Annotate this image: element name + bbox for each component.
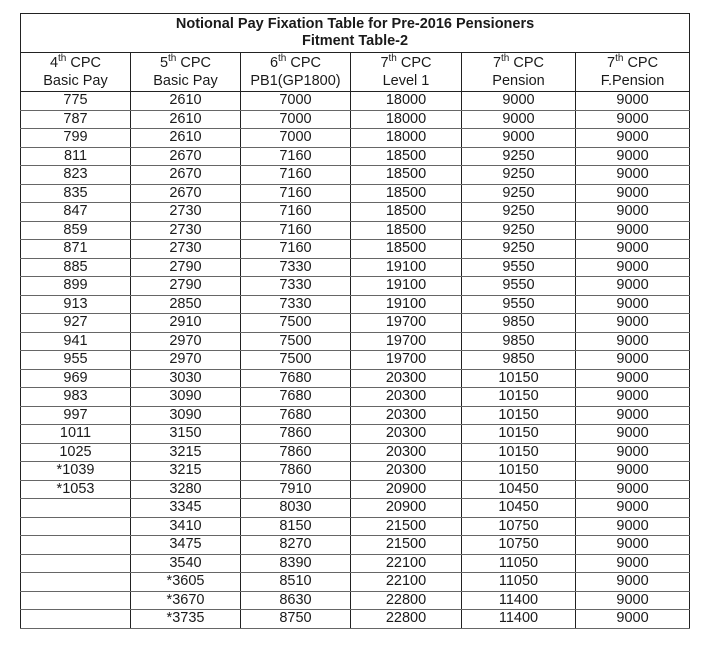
table-cell: 19700 xyxy=(351,332,462,351)
table-row xyxy=(21,92,690,111)
table-cell: 18500 xyxy=(351,166,462,185)
table-cell xyxy=(21,591,131,610)
column-header-label: CPC xyxy=(290,55,322,71)
table-cell: 10450 xyxy=(462,499,576,518)
table-row xyxy=(21,277,690,296)
table-cell: 941 xyxy=(21,332,131,351)
table-cell: 3475 xyxy=(131,536,241,555)
table-cell: 9000 xyxy=(576,443,690,462)
table-cell: 8630 xyxy=(241,591,351,610)
table-cell: 22800 xyxy=(351,610,462,629)
column-header-title xyxy=(576,54,689,72)
table-cell: 7000 xyxy=(241,110,351,129)
column-header-1 xyxy=(21,53,131,92)
table-cell: 18500 xyxy=(351,184,462,203)
table-cell: 10150 xyxy=(462,443,576,462)
column-header-label: CPC xyxy=(400,55,432,71)
column-header-5 xyxy=(462,53,576,92)
table-cell: 8750 xyxy=(241,610,351,629)
table-cell: 7160 xyxy=(241,166,351,185)
column-header-6 xyxy=(576,53,690,92)
column-header-label: CPC xyxy=(513,55,545,71)
table-cell: 9250 xyxy=(462,147,576,166)
table-cell: 8510 xyxy=(241,573,351,592)
table-cell: 9000 xyxy=(576,277,690,296)
table-row xyxy=(21,332,690,351)
table-cell: *3735 xyxy=(131,610,241,629)
table-cell: 7860 xyxy=(241,425,351,444)
table-cell: 20300 xyxy=(351,388,462,407)
table-row xyxy=(21,258,690,277)
table-cell: 1011 xyxy=(21,425,131,444)
column-header-ordinal-suffix: th xyxy=(278,53,287,65)
table-cell: 20300 xyxy=(351,406,462,425)
table-cell: 8270 xyxy=(241,536,351,555)
table-cell: *1053 xyxy=(21,480,131,499)
table-cell: 847 xyxy=(21,203,131,222)
table-cell: 7330 xyxy=(241,277,351,296)
table-cell: 969 xyxy=(21,369,131,388)
table-cell: 8150 xyxy=(241,517,351,536)
column-header-ordinal: 4 xyxy=(49,55,59,71)
table-cell xyxy=(21,499,131,518)
title-row xyxy=(21,14,690,53)
column-header-title xyxy=(131,54,240,72)
table-cell: 9000 xyxy=(576,92,690,111)
table-cell: 9000 xyxy=(576,388,690,407)
table-cell: 11050 xyxy=(462,554,576,573)
table-cell: 2730 xyxy=(131,240,241,259)
table-cell: 20300 xyxy=(351,443,462,462)
table-cell: 9250 xyxy=(462,184,576,203)
table-cell: 9000 xyxy=(462,92,576,111)
table-cell: 18500 xyxy=(351,203,462,222)
table-cell: 21500 xyxy=(351,517,462,536)
table-cell: 2970 xyxy=(131,351,241,370)
table-cell: 2610 xyxy=(131,110,241,129)
table-cell: 913 xyxy=(21,295,131,314)
column-header-ordinal: 6 xyxy=(269,55,279,71)
table-cell: 10450 xyxy=(462,480,576,499)
table-cell: 7160 xyxy=(241,240,351,259)
table-cell: 19100 xyxy=(351,277,462,296)
table-cell: 2670 xyxy=(131,184,241,203)
table-cell: 9000 xyxy=(576,554,690,573)
table-cell: 871 xyxy=(21,240,131,259)
table-cell: 787 xyxy=(21,110,131,129)
table-cell: 2970 xyxy=(131,332,241,351)
table-cell: 10750 xyxy=(462,536,576,555)
table-cell: 9000 xyxy=(576,221,690,240)
table-cell: 21500 xyxy=(351,536,462,555)
table-cell: 19100 xyxy=(351,295,462,314)
table-cell: 2610 xyxy=(131,129,241,148)
table-cell: 20900 xyxy=(351,499,462,518)
table-cell: 7910 xyxy=(241,480,351,499)
table-cell: 10150 xyxy=(462,369,576,388)
table-cell: 20300 xyxy=(351,462,462,481)
table-row xyxy=(21,129,690,148)
table-cell xyxy=(21,554,131,573)
table-cell: 9000 xyxy=(576,517,690,536)
table-cell: 835 xyxy=(21,184,131,203)
table-cell: 7160 xyxy=(241,203,351,222)
table-cell: 2910 xyxy=(131,314,241,333)
table-row xyxy=(21,166,690,185)
table-cell: 7860 xyxy=(241,443,351,462)
table-row xyxy=(21,388,690,407)
table-cell: 10150 xyxy=(462,425,576,444)
table-cell: 9000 xyxy=(576,258,690,277)
table-row xyxy=(21,295,690,314)
table-cell: 9000 xyxy=(576,536,690,555)
table-cell xyxy=(21,573,131,592)
column-header-label: CPC xyxy=(70,55,102,71)
column-header-title xyxy=(21,54,130,72)
table-cell: 20900 xyxy=(351,480,462,499)
table-title xyxy=(21,14,690,53)
table-cell: 885 xyxy=(21,258,131,277)
table-cell: 859 xyxy=(21,221,131,240)
table-cell: 9000 xyxy=(576,240,690,259)
table-cell: 22100 xyxy=(351,573,462,592)
table-cell: 3030 xyxy=(131,369,241,388)
table-cell: 7500 xyxy=(241,351,351,370)
fitment-table-sheet xyxy=(20,13,689,629)
column-header-subtitle: PB1(GP1800) xyxy=(250,73,341,89)
table-cell: 22100 xyxy=(351,554,462,573)
table-row xyxy=(21,443,690,462)
table-cell: 7680 xyxy=(241,388,351,407)
column-header-2 xyxy=(131,53,241,92)
table-cell: 7680 xyxy=(241,406,351,425)
table-cell: 2670 xyxy=(131,166,241,185)
table-row xyxy=(21,517,690,536)
table-row xyxy=(21,406,690,425)
table-cell: 11400 xyxy=(462,610,576,629)
table-cell: 2730 xyxy=(131,203,241,222)
table-cell: 775 xyxy=(21,92,131,111)
table-cell: 7330 xyxy=(241,258,351,277)
table-cell: 8390 xyxy=(241,554,351,573)
table-cell: 9000 xyxy=(576,462,690,481)
table-cell: 22800 xyxy=(351,591,462,610)
table-cell: 7500 xyxy=(241,314,351,333)
table-cell: 10150 xyxy=(462,388,576,407)
table-cell: 9000 xyxy=(462,110,576,129)
table-cell: 2670 xyxy=(131,147,241,166)
table-cell: 11050 xyxy=(462,573,576,592)
column-header-row xyxy=(21,53,690,92)
table-row xyxy=(21,499,690,518)
table-cell: 9000 xyxy=(576,332,690,351)
table-cell: 9000 xyxy=(576,369,690,388)
table-cell: 983 xyxy=(21,388,131,407)
table-row xyxy=(21,536,690,555)
table-cell: 7160 xyxy=(241,184,351,203)
column-header-ordinal-suffix: th xyxy=(388,53,397,65)
table-row xyxy=(21,351,690,370)
table-cell: 2610 xyxy=(131,92,241,111)
table-cell: 18000 xyxy=(351,129,462,148)
table-cell: 3215 xyxy=(131,462,241,481)
table-cell: 20300 xyxy=(351,425,462,444)
table-cell: 9000 xyxy=(576,110,690,129)
table-cell: 9250 xyxy=(462,240,576,259)
table-cell: 9550 xyxy=(462,295,576,314)
table-title-line-2: Fitment Table-2 xyxy=(301,33,409,49)
table-cell: 9000 xyxy=(576,147,690,166)
table-cell: 9000 xyxy=(576,499,690,518)
column-header-title xyxy=(462,54,575,72)
table-row xyxy=(21,554,690,573)
column-header-4 xyxy=(351,53,462,92)
table-cell: 2730 xyxy=(131,221,241,240)
column-header-title xyxy=(351,54,461,72)
table-cell: 19700 xyxy=(351,314,462,333)
column-header-subtitle: Pension xyxy=(492,73,545,89)
table-cell: 18000 xyxy=(351,110,462,129)
column-header-subtitle: Level 1 xyxy=(382,73,430,89)
column-header-subtitle: Basic Pay xyxy=(43,73,108,89)
table-row xyxy=(21,610,690,629)
table-row xyxy=(21,203,690,222)
table-row xyxy=(21,221,690,240)
table-row xyxy=(21,184,690,203)
table-cell: 9550 xyxy=(462,258,576,277)
table-cell: 2850 xyxy=(131,295,241,314)
table-cell: 7000 xyxy=(241,92,351,111)
table-cell: 899 xyxy=(21,277,131,296)
table-cell: 9250 xyxy=(462,221,576,240)
table-cell: 9000 xyxy=(576,166,690,185)
table-cell: 9000 xyxy=(576,591,690,610)
table-cell xyxy=(21,610,131,629)
table-cell: 3540 xyxy=(131,554,241,573)
fitment-table xyxy=(20,13,690,629)
table-cell: 9000 xyxy=(462,129,576,148)
column-header-ordinal-suffix: th xyxy=(168,53,177,65)
table-cell: 7680 xyxy=(241,369,351,388)
table-cell: 823 xyxy=(21,166,131,185)
column-header-subtitle: F.Pension xyxy=(600,73,665,89)
table-cell: 18500 xyxy=(351,147,462,166)
table-cell: 3150 xyxy=(131,425,241,444)
table-row xyxy=(21,480,690,499)
table-cell: 9000 xyxy=(576,573,690,592)
table-cell: 3215 xyxy=(131,443,241,462)
column-header-label: CPC xyxy=(627,55,659,71)
table-cell: 7500 xyxy=(241,332,351,351)
table-cell: 1025 xyxy=(21,443,131,462)
table-cell: 927 xyxy=(21,314,131,333)
table-cell: 955 xyxy=(21,351,131,370)
table-cell: 20300 xyxy=(351,369,462,388)
table-row xyxy=(21,147,690,166)
table-row xyxy=(21,240,690,259)
table-cell: 3345 xyxy=(131,499,241,518)
table-cell: 2790 xyxy=(131,277,241,296)
table-cell: 997 xyxy=(21,406,131,425)
table-cell: 18500 xyxy=(351,240,462,259)
table-cell: 9000 xyxy=(576,425,690,444)
table-cell: 10750 xyxy=(462,517,576,536)
table-cell: 9850 xyxy=(462,314,576,333)
table-cell: 9000 xyxy=(576,129,690,148)
column-header-ordinal: 7 xyxy=(380,55,389,71)
table-row xyxy=(21,573,690,592)
table-cell: 7160 xyxy=(241,221,351,240)
column-header-label: CPC xyxy=(180,55,212,71)
table-cell: 19700 xyxy=(351,351,462,370)
table-cell: 9250 xyxy=(462,203,576,222)
table-cell: 7860 xyxy=(241,462,351,481)
table-cell: 9550 xyxy=(462,277,576,296)
table-cell: 3090 xyxy=(131,406,241,425)
column-header-title xyxy=(241,54,350,72)
table-cell: 811 xyxy=(21,147,131,166)
table-cell xyxy=(21,517,131,536)
column-header-ordinal-suffix: th xyxy=(615,53,624,65)
table-cell: 7000 xyxy=(241,129,351,148)
table-row xyxy=(21,462,690,481)
table-cell: 9250 xyxy=(462,166,576,185)
table-cell: 3280 xyxy=(131,480,241,499)
table-cell: 9850 xyxy=(462,351,576,370)
table-cell: 799 xyxy=(21,129,131,148)
table-cell: *3605 xyxy=(131,573,241,592)
table-cell: 2790 xyxy=(131,258,241,277)
table-cell: 11400 xyxy=(462,591,576,610)
table-cell: 9000 xyxy=(576,295,690,314)
table-cell: 9000 xyxy=(576,610,690,629)
table-cell: 3090 xyxy=(131,388,241,407)
table-cell: 9850 xyxy=(462,332,576,351)
table-row xyxy=(21,314,690,333)
table-cell: 9000 xyxy=(576,480,690,499)
table-body xyxy=(21,92,690,629)
table-cell: 18500 xyxy=(351,221,462,240)
table-cell: 7160 xyxy=(241,147,351,166)
table-cell: 3410 xyxy=(131,517,241,536)
table-row xyxy=(21,425,690,444)
table-cell: 9000 xyxy=(576,406,690,425)
table-cell: 8030 xyxy=(241,499,351,518)
table-cell: 7330 xyxy=(241,295,351,314)
column-header-ordinal-suffix: th xyxy=(501,53,510,65)
table-cell: *1039 xyxy=(21,462,131,481)
column-header-ordinal-suffix: th xyxy=(58,53,67,65)
table-cell: 10150 xyxy=(462,462,576,481)
table-cell: *3670 xyxy=(131,591,241,610)
table-cell: 9000 xyxy=(576,351,690,370)
table-cell: 9000 xyxy=(576,314,690,333)
table-row xyxy=(21,110,690,129)
table-cell xyxy=(21,536,131,555)
table-row xyxy=(21,591,690,610)
column-header-ordinal: 7 xyxy=(492,55,502,71)
table-cell: 19100 xyxy=(351,258,462,277)
column-header-ordinal: 5 xyxy=(159,55,169,71)
table-row xyxy=(21,369,690,388)
table-cell: 9000 xyxy=(576,184,690,203)
table-cell: 18000 xyxy=(351,92,462,111)
table-title-line-1: Notional Pay Fixation Table for Pre-2016 Pensioners xyxy=(175,16,535,32)
column-header-3 xyxy=(241,53,351,92)
table-cell: 10150 xyxy=(462,406,576,425)
column-header-ordinal: 7 xyxy=(606,55,616,71)
column-header-subtitle: Basic Pay xyxy=(153,73,218,89)
table-cell: 9000 xyxy=(576,203,690,222)
